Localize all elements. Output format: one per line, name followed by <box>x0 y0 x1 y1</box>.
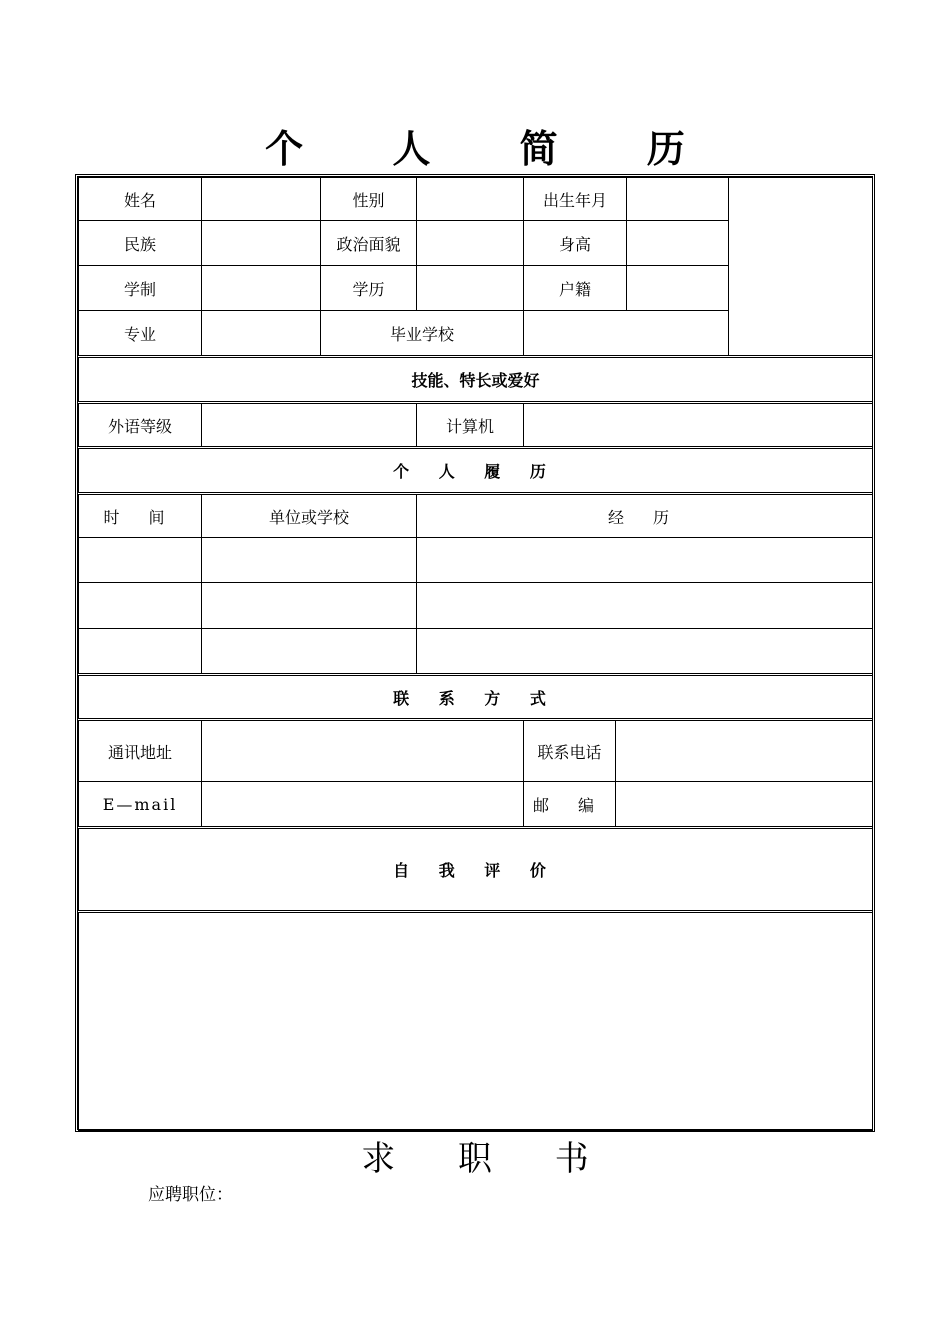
postcode-field[interactable] <box>616 782 873 828</box>
political-field[interactable] <box>417 221 524 266</box>
phone-label: 联系电话 <box>524 720 616 782</box>
table-row <box>79 538 873 583</box>
photo-box[interactable] <box>729 178 873 357</box>
resume-table <box>78 177 873 1131</box>
skills-section-row <box>79 357 873 403</box>
phone-field[interactable] <box>616 720 873 782</box>
position-label: 应聘职位： <box>148 1185 233 1205</box>
political-label: 政治面貌 <box>321 221 417 266</box>
self-eval-row <box>79 912 873 1131</box>
self-eval-field[interactable] <box>79 912 873 1131</box>
postcode-label: 邮 编 <box>524 782 616 828</box>
experience-cell[interactable] <box>417 538 873 583</box>
skills-section-title: 技能、特长或爱好 <box>79 357 873 403</box>
experience-section-title: 个 人 履 历 <box>79 448 873 494</box>
education-field[interactable] <box>417 266 524 311</box>
height-field[interactable] <box>627 221 729 266</box>
household-field[interactable] <box>627 266 729 311</box>
schooling-label: 学制 <box>79 266 202 311</box>
birth-label: 出生年月 <box>524 178 627 221</box>
address-field[interactable] <box>202 720 524 782</box>
height-label: 身高 <box>524 221 627 266</box>
cover-letter-title: 求 职 书 <box>361 1139 615 1179</box>
gender-label: 性别 <box>321 178 417 221</box>
time-cell[interactable] <box>79 583 202 629</box>
computer-label: 计算机 <box>417 403 524 448</box>
household-label: 户籍 <box>524 266 627 311</box>
unit-cell[interactable] <box>202 538 417 583</box>
table-row <box>79 583 873 629</box>
ethnicity-field[interactable] <box>202 221 321 266</box>
unit-cell[interactable] <box>202 583 417 629</box>
contact-section-title: 联 系 方 式 <box>79 675 873 720</box>
unit-header: 单位或学校 <box>202 494 417 538</box>
major-label: 专业 <box>79 311 202 357</box>
schooling-field[interactable] <box>202 266 321 311</box>
table-row <box>79 629 873 675</box>
language-field[interactable] <box>202 403 417 448</box>
skills-row <box>79 403 873 448</box>
gender-field[interactable] <box>417 178 524 221</box>
basic-row-1 <box>79 178 873 221</box>
graduate-school-label: 毕业学校 <box>321 311 524 357</box>
resume-title: 个 人 简 历 <box>265 126 723 171</box>
computer-field[interactable] <box>524 403 873 448</box>
education-label: 学历 <box>321 266 417 311</box>
self-eval-section-title: 自 我 评 价 <box>79 828 873 912</box>
experience-header-row <box>79 494 873 538</box>
name-label: 姓名 <box>79 178 202 221</box>
email-field[interactable] <box>202 782 524 828</box>
name-field[interactable] <box>202 178 321 221</box>
time-cell[interactable] <box>79 629 202 675</box>
experience-cell[interactable] <box>417 583 873 629</box>
time-header: 时 间 <box>79 494 202 538</box>
contact-row-1 <box>79 720 873 782</box>
birth-field[interactable] <box>627 178 729 221</box>
ethnicity-label: 民族 <box>79 221 202 266</box>
email-label: E—mail <box>79 782 202 828</box>
unit-cell[interactable] <box>202 629 417 675</box>
experience-cell[interactable] <box>417 629 873 675</box>
time-cell[interactable] <box>79 538 202 583</box>
experience-section-row <box>79 448 873 494</box>
language-label: 外语等级 <box>79 403 202 448</box>
self-eval-section-row <box>79 828 873 912</box>
experience-header: 经 历 <box>417 494 873 538</box>
major-field[interactable] <box>202 311 321 357</box>
address-label: 通讯地址 <box>79 720 202 782</box>
contact-row-2 <box>79 782 873 828</box>
contact-section-row <box>79 675 873 720</box>
graduate-school-field[interactable] <box>524 311 729 357</box>
